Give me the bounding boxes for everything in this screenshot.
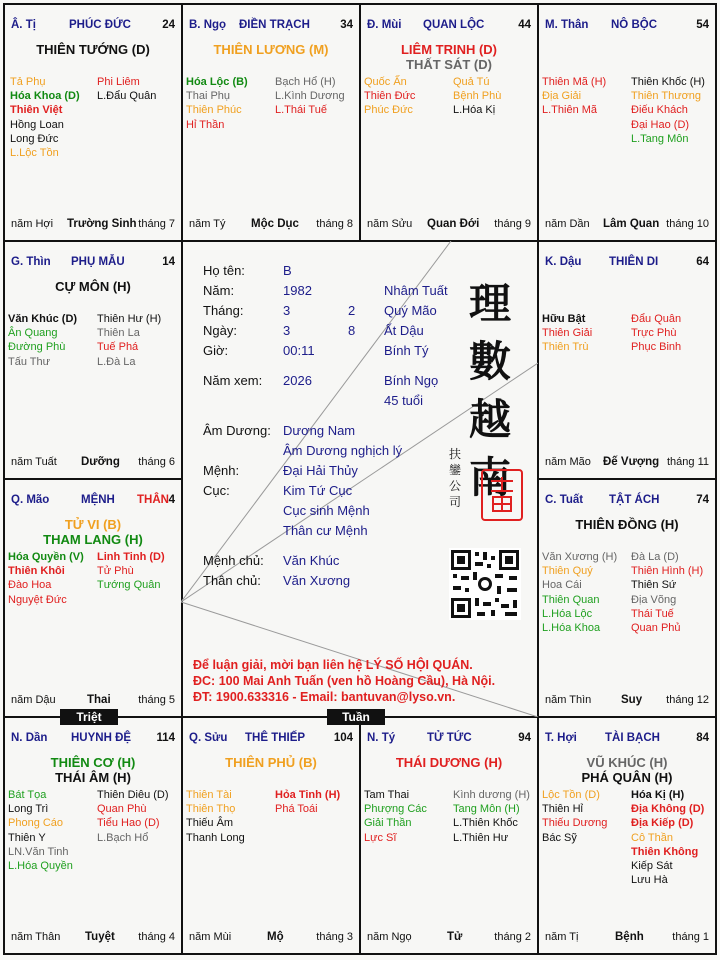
star: Điếu Khách	[631, 104, 688, 117]
month-label: tháng 1	[672, 931, 709, 943]
star: Thiên Đức	[364, 90, 416, 103]
star: Thiên Mã (H)	[542, 76, 607, 88]
main-star: THIÊN PHỦ (B)	[225, 755, 317, 770]
seal-text: 扶鑾公司	[449, 447, 462, 509]
palace-name: QUAN LỘC	[423, 19, 485, 31]
main-star: THIÊN LƯƠNG (M)	[213, 42, 329, 57]
star: Thiên Sứ	[631, 579, 677, 592]
star: Thiên Việt	[10, 104, 63, 117]
star: Thanh Long	[186, 831, 245, 844]
year-label: năm Hợi	[11, 218, 54, 230]
palace-number: 114	[156, 732, 175, 744]
life-stage: Trường Sinh	[67, 218, 137, 230]
month-label: tháng 2	[494, 931, 531, 943]
hour-value: 00:11	[283, 343, 315, 358]
star: L.Thái Tuế	[275, 104, 327, 117]
minor-stars-right	[631, 788, 704, 887]
minor-stars-right	[97, 550, 165, 593]
contact-phone-email[interactable]: ĐT: 1900.633316 - Email: bantuvan@lyso.vn.	[193, 690, 456, 704]
star: Hóa Kị (H)	[631, 789, 685, 801]
palace-header	[545, 732, 709, 746]
palace-header	[545, 494, 709, 508]
branch-label: Q. Mão	[11, 494, 50, 506]
minor-stars-left	[8, 788, 73, 873]
star: Tử Phù	[97, 565, 134, 578]
year-label: năm Tị	[545, 931, 579, 943]
palace-name: TÀI BẠCH	[605, 732, 660, 744]
life-stage: Dưỡng	[81, 456, 120, 468]
palace-header	[367, 19, 531, 33]
am-duong-label: Âm Dương:	[203, 423, 271, 438]
star: Hỏa Tinh (H)	[275, 789, 341, 801]
star: Thiên Quan	[542, 593, 600, 606]
age-value: 45 tuổi	[384, 393, 424, 408]
palace-cell-suu[interactable]	[183, 718, 359, 953]
year-canchi: Nhâm Tuất	[384, 283, 448, 298]
palace-number: 84	[696, 732, 709, 744]
star: Đẩu Quân	[631, 313, 682, 325]
star: Quốc Ấn	[364, 76, 407, 88]
palace-number: 64	[696, 256, 709, 268]
star: Thiên Thương	[631, 90, 702, 103]
qr-code-icon[interactable]	[449, 548, 521, 620]
palace-cell-dau[interactable]	[539, 242, 715, 478]
menh-label: Mệnh:	[203, 463, 240, 478]
view-year-label: Năm xem:	[203, 373, 263, 388]
star: Tang Môn (H)	[453, 803, 520, 816]
menh-value: Đại Hải Thủy	[283, 463, 358, 478]
palace-footer	[11, 931, 175, 945]
day-label: Ngày:	[203, 323, 237, 338]
star: Thiên Thọ	[186, 803, 236, 816]
star: L.Tang Môn	[631, 132, 689, 145]
life-stage: Đế Vượng	[603, 456, 660, 468]
contact-line: Để luận giải, mời bạn liên hệ LÝ SỐ HỘI QUÁN.	[193, 658, 473, 672]
calligraphy-char: 理	[469, 279, 512, 328]
star: Thiên Không	[631, 845, 699, 858]
star: Trực Phù	[631, 327, 677, 340]
star: Tam Thai	[364, 789, 410, 801]
month-label: tháng 11	[666, 456, 709, 468]
palace-name: MỆNH	[81, 494, 115, 506]
month-label: tháng 8	[316, 218, 353, 230]
branch-label: C. Tuất	[545, 494, 584, 506]
star: Phục Binh	[631, 341, 682, 354]
cuc-note-2: Thân cư Mệnh	[283, 523, 368, 538]
minor-stars-left	[8, 550, 84, 607]
month-label: Tháng:	[203, 303, 244, 318]
star: Long Trì	[8, 803, 49, 816]
palace-footer	[545, 218, 709, 232]
star: Lộc Tồn (D)	[542, 789, 600, 801]
palace-cell-thin[interactable]	[5, 242, 181, 478]
star: Phong Cáo	[8, 817, 64, 830]
palace-number: 24	[162, 19, 175, 31]
minor-stars-right	[453, 788, 530, 845]
year-label: năm Thân	[11, 931, 61, 943]
star: L.Thiên Hư	[453, 831, 509, 844]
star: Thiên Khôi	[8, 565, 65, 578]
view-year-canchi: Bính Ngọ	[384, 373, 439, 388]
cuc-label: Cục:	[203, 483, 230, 498]
star: L.Thiên Mã	[542, 104, 598, 117]
star: Địa Võng	[631, 593, 677, 606]
calligraphy-char: 數	[469, 337, 512, 386]
calligraphy-char: 南	[469, 453, 512, 502]
star: Tiểu Hao (D)	[97, 817, 160, 830]
minor-stars-right	[631, 312, 681, 355]
life-stage: Mộc Dục	[251, 218, 299, 230]
star: Nguyệt Đức	[8, 593, 67, 606]
month-value: 3	[283, 303, 291, 318]
star: Hoa Cái	[542, 579, 582, 592]
main-star: LIÊM TRINH (D) THẤT SÁT (D)	[400, 42, 498, 72]
star: L.Lộc Tồn	[10, 146, 59, 159]
star: L.Kình Dương	[275, 90, 345, 103]
branch-label: Đ. Mùi	[367, 19, 402, 31]
triet-tag: Triệt	[60, 709, 118, 725]
star: Quan Phù	[97, 803, 147, 816]
star: Địa Kiếp (D)	[631, 817, 694, 830]
star: Hữu Bật	[542, 313, 586, 325]
month-label: tháng 7	[138, 218, 175, 230]
branch-label: Q. Sửu	[189, 732, 228, 744]
palace-cell-tuat[interactable]	[539, 480, 715, 716]
star: Bệnh Phù	[453, 90, 502, 103]
month-label: tháng 4	[138, 931, 175, 943]
palace-name: NÔ BỘC	[611, 19, 657, 31]
palace-footer	[367, 931, 531, 945]
star: Tấu Thư	[8, 355, 51, 368]
star: Phi Liêm	[97, 76, 140, 88]
palace-name: PHÚC ĐỨC	[69, 19, 131, 31]
palace-header	[189, 19, 353, 33]
view-year-value: 2026	[283, 373, 312, 388]
main-star: THIÊN CƠ (H) THÁI ÂM (H)	[50, 755, 136, 785]
star: Thiên Quý	[542, 565, 593, 578]
palace-number: 34	[340, 19, 353, 31]
month-label: tháng 6	[138, 456, 175, 468]
star: Ân Quang	[8, 327, 58, 340]
star: Giải Thần	[364, 817, 412, 830]
month-label: tháng 3	[316, 931, 353, 943]
star: L.Hóa Kị	[453, 104, 496, 117]
year-label: năm Sửu	[367, 218, 413, 230]
palace-footer	[11, 694, 175, 708]
star: L.Đẩu Quân	[97, 90, 157, 103]
star: Phượng Các	[364, 803, 427, 816]
star: Thiên La	[97, 327, 140, 340]
star: Thai Phụ	[186, 90, 231, 103]
star: Thiên Y	[8, 831, 46, 844]
palace-name: PHỤ MẪU	[71, 256, 125, 268]
minor-stars-left	[186, 75, 248, 132]
year-label: năm Mão	[545, 456, 591, 468]
palace-header	[545, 19, 709, 33]
minor-stars-left	[8, 312, 77, 369]
star: Bát Tọa	[8, 789, 47, 801]
month-label: tháng 9	[494, 218, 531, 230]
minor-stars-right	[97, 312, 161, 369]
palace-footer	[189, 931, 353, 945]
palace-header	[11, 494, 175, 508]
star: Thiên Hình (H)	[631, 565, 704, 578]
star: Thiên Hỉ	[542, 803, 583, 816]
life-stage: Quan Đới	[427, 218, 480, 230]
minor-stars-right	[453, 75, 501, 118]
palace-name: TỬ TỨC	[427, 732, 472, 744]
star: Bác Sỹ	[542, 831, 577, 844]
palace-footer	[11, 456, 175, 470]
year-label: năm Thìn	[545, 694, 592, 706]
star: Đại Hao (D)	[631, 118, 690, 131]
palace-footer	[11, 218, 175, 232]
life-stage: Bệnh	[615, 931, 644, 943]
star: Thiên Trù	[542, 341, 589, 354]
star: Bạch Hổ (H)	[275, 76, 336, 88]
palace-number: 14	[162, 256, 175, 268]
minor-stars-left	[186, 788, 245, 845]
year-value: 1982	[283, 283, 312, 298]
star: Phúc Đức	[364, 104, 413, 117]
than-chu-label: Thân chủ:	[203, 573, 261, 588]
hour-canchi: Bính Tý	[384, 343, 429, 358]
palace-cell-mui[interactable]	[361, 5, 537, 240]
month-label: tháng 12	[666, 694, 709, 706]
palace-name: THIÊN DI	[609, 256, 659, 268]
star: L.Hóa Quyền	[8, 859, 73, 872]
star: Tướng Quân	[97, 579, 161, 592]
star: Đào Hoa	[8, 579, 52, 592]
name-label: Họ tên:	[203, 263, 245, 278]
star: Phá Toái	[275, 803, 318, 816]
minor-stars-right	[631, 75, 705, 146]
life-stage: Lâm Quan	[603, 218, 660, 230]
star: Quả Tú	[453, 76, 490, 88]
palace-name: ĐIỀN TRẠCH	[239, 19, 310, 31]
star: Địa Giải	[542, 90, 582, 103]
minor-stars-left	[542, 550, 617, 635]
than-marker: THÂN	[137, 494, 169, 506]
star: Lực Sĩ	[364, 831, 397, 844]
palace-name: HUYNH ĐỆ	[71, 732, 132, 744]
star: Văn Khúc (D)	[8, 313, 78, 325]
palace-number: 44	[518, 19, 531, 31]
star: Kiếp Sát	[631, 859, 673, 872]
palace-header	[367, 732, 531, 746]
life-stage: Tuyệt	[85, 931, 115, 943]
main-star: TỬ VI (B) THAM LANG (H)	[43, 517, 143, 547]
star: Địa Không (D)	[631, 803, 705, 816]
than-chu-value: Văn Xương	[283, 573, 351, 588]
cuc-value: Kim Tứ Cục	[283, 483, 353, 498]
minor-stars-left	[542, 75, 606, 118]
menh-chu-value: Văn Khúc	[283, 553, 340, 568]
life-stage: Tử	[447, 931, 463, 943]
palace-cell-mao[interactable]	[5, 480, 181, 716]
main-star: CỰ MÔN (H)	[55, 279, 131, 294]
main-star: THIÊN ĐỒNG (H)	[575, 517, 679, 532]
star: Hồng Loan	[10, 118, 64, 131]
year-label: năm Tuất	[11, 456, 57, 468]
palace-footer	[545, 694, 709, 708]
branch-label: K. Dậu	[545, 256, 582, 268]
branch-label: G. Thìn	[11, 256, 51, 268]
palace-name: THÊ THIẾP	[245, 732, 306, 744]
palace-number: 104	[333, 732, 353, 744]
star: Cô Thần	[631, 831, 673, 844]
month-label: tháng 10	[666, 218, 709, 230]
day-lunar: 8	[348, 323, 356, 338]
palace-header	[11, 732, 175, 746]
contact-address: ĐC: 100 Mai Anh Tuấn (ven hồ Hoàng Cầu), Hà Nội.	[193, 674, 496, 688]
seal-glyph-icon	[483, 471, 521, 519]
star: Tuế Phá	[97, 341, 139, 354]
month-canchi: Quý Mão	[384, 303, 437, 318]
palace-cell-ngo[interactable]	[183, 5, 359, 240]
star: L.Đà La	[97, 355, 136, 368]
star: Tả Phụ	[10, 76, 46, 88]
minor-stars-left	[364, 75, 415, 118]
star: Thiên Giải	[542, 327, 593, 340]
am-duong-value: Dương Nam	[283, 423, 356, 438]
minor-stars-right	[275, 75, 345, 118]
hour-label: Giờ:	[203, 343, 229, 358]
main-star: THIÊN TƯỚNG (D)	[36, 42, 150, 57]
star: LN.Văn Tinh	[8, 845, 69, 858]
palace-cell-dan[interactable]	[5, 718, 181, 953]
year-label: năm Ngọ	[367, 931, 412, 943]
calligraphy-char: 越	[469, 395, 512, 444]
star: Thiên Khốc (H)	[631, 76, 705, 88]
star: Hóa Quyền (V)	[8, 551, 84, 563]
star: L.Thiên Khốc	[453, 817, 518, 830]
minor-stars-left	[10, 75, 80, 160]
star: Hỉ Thần	[186, 118, 225, 131]
branch-label: N. Dần	[11, 732, 48, 744]
star: L.Bạch Hổ	[97, 831, 149, 844]
minor-stars-right	[631, 550, 703, 635]
year-label: Năm:	[203, 283, 235, 298]
palace-number: 54	[696, 19, 709, 31]
palace-cell-hoi[interactable]	[539, 718, 715, 953]
star: Thiên Hư (H)	[97, 313, 162, 325]
palace-name: TẬT ÁCH	[609, 494, 660, 506]
red-seal-stamp	[481, 469, 523, 521]
branch-label: Â. Tị	[11, 19, 36, 31]
palace-number: 74	[696, 494, 709, 506]
branch-label: B. Ngọ	[189, 19, 227, 31]
life-stage: Thai	[87, 694, 111, 706]
star: Thiếu Âm	[186, 817, 234, 830]
star: Linh Tinh (D)	[97, 551, 165, 563]
star: Lưu Hà	[631, 874, 668, 887]
year-label: năm Tý	[189, 218, 226, 230]
year-label: năm Mùi	[189, 931, 232, 943]
tuan-tag: Tuần	[327, 709, 385, 725]
minor-stars-right	[275, 788, 340, 816]
star: Thiếu Dương	[542, 817, 608, 830]
life-stage: Mộ	[267, 931, 284, 943]
palace-header	[11, 19, 175, 33]
star: Văn Xương (H)	[542, 551, 618, 563]
minor-stars-left	[542, 312, 592, 355]
palace-number: 4	[168, 494, 175, 506]
star: L.Hóa Khoa	[542, 621, 601, 634]
palace-cell-ty[interactable]	[361, 718, 537, 953]
star: Hóa Lộc (B)	[186, 76, 248, 88]
star: Đường Phù	[8, 341, 66, 354]
palace-header	[189, 732, 353, 746]
star: Quan Phủ	[631, 621, 681, 634]
star: L.Hóa Lộc	[542, 607, 593, 620]
star: Thiên Diêu (D)	[97, 789, 169, 801]
palace-footer	[189, 218, 353, 232]
cuc-note-1: Cục sinh Mệnh	[283, 503, 370, 518]
main-star: THÁI DƯƠNG (H)	[395, 755, 503, 770]
minor-stars-left	[542, 788, 607, 845]
palace-footer	[367, 218, 531, 232]
palace-header	[11, 256, 175, 270]
palace-cell-ti[interactable]	[5, 5, 181, 240]
star: Kình dương (H)	[453, 789, 530, 801]
center-info-panel	[181, 241, 538, 717]
palace-footer	[545, 456, 709, 470]
main-star: VŨ KHÚC (H) PHÁ QUÂN (H)	[581, 755, 673, 785]
branch-label: T. Hợi	[545, 732, 577, 744]
palace-number: 94	[518, 732, 531, 744]
palace-cell-than[interactable]	[539, 5, 715, 240]
year-label: năm Dậu	[11, 694, 56, 706]
minor-stars-right	[97, 75, 156, 103]
am-duong-note: Âm Dương nghịch lý	[283, 443, 403, 458]
branch-label: N. Tý	[367, 732, 396, 744]
life-stage: Suy	[621, 694, 643, 706]
star: Hóa Khoa (D)	[10, 90, 80, 103]
month-lunar: 2	[348, 303, 356, 318]
star: Thiên Phúc	[186, 104, 242, 117]
day-canchi: Ất Dậu	[384, 323, 424, 338]
branch-label: M. Thân	[545, 19, 589, 31]
minor-stars-right	[97, 788, 169, 845]
day-value: 3	[283, 323, 291, 338]
star: Đà La (D)	[631, 551, 679, 563]
name-value: B	[283, 263, 292, 278]
palace-footer	[545, 931, 709, 945]
palace-header	[545, 256, 709, 270]
star: Thái Tuế	[631, 607, 674, 620]
star: Thiên Tài	[186, 789, 232, 801]
star: Long Đức	[10, 132, 59, 145]
year-label: năm Dần	[545, 218, 590, 230]
menh-chu-label: Mệnh chủ:	[203, 553, 264, 568]
minor-stars-left	[364, 788, 427, 845]
month-label: tháng 5	[138, 694, 175, 706]
